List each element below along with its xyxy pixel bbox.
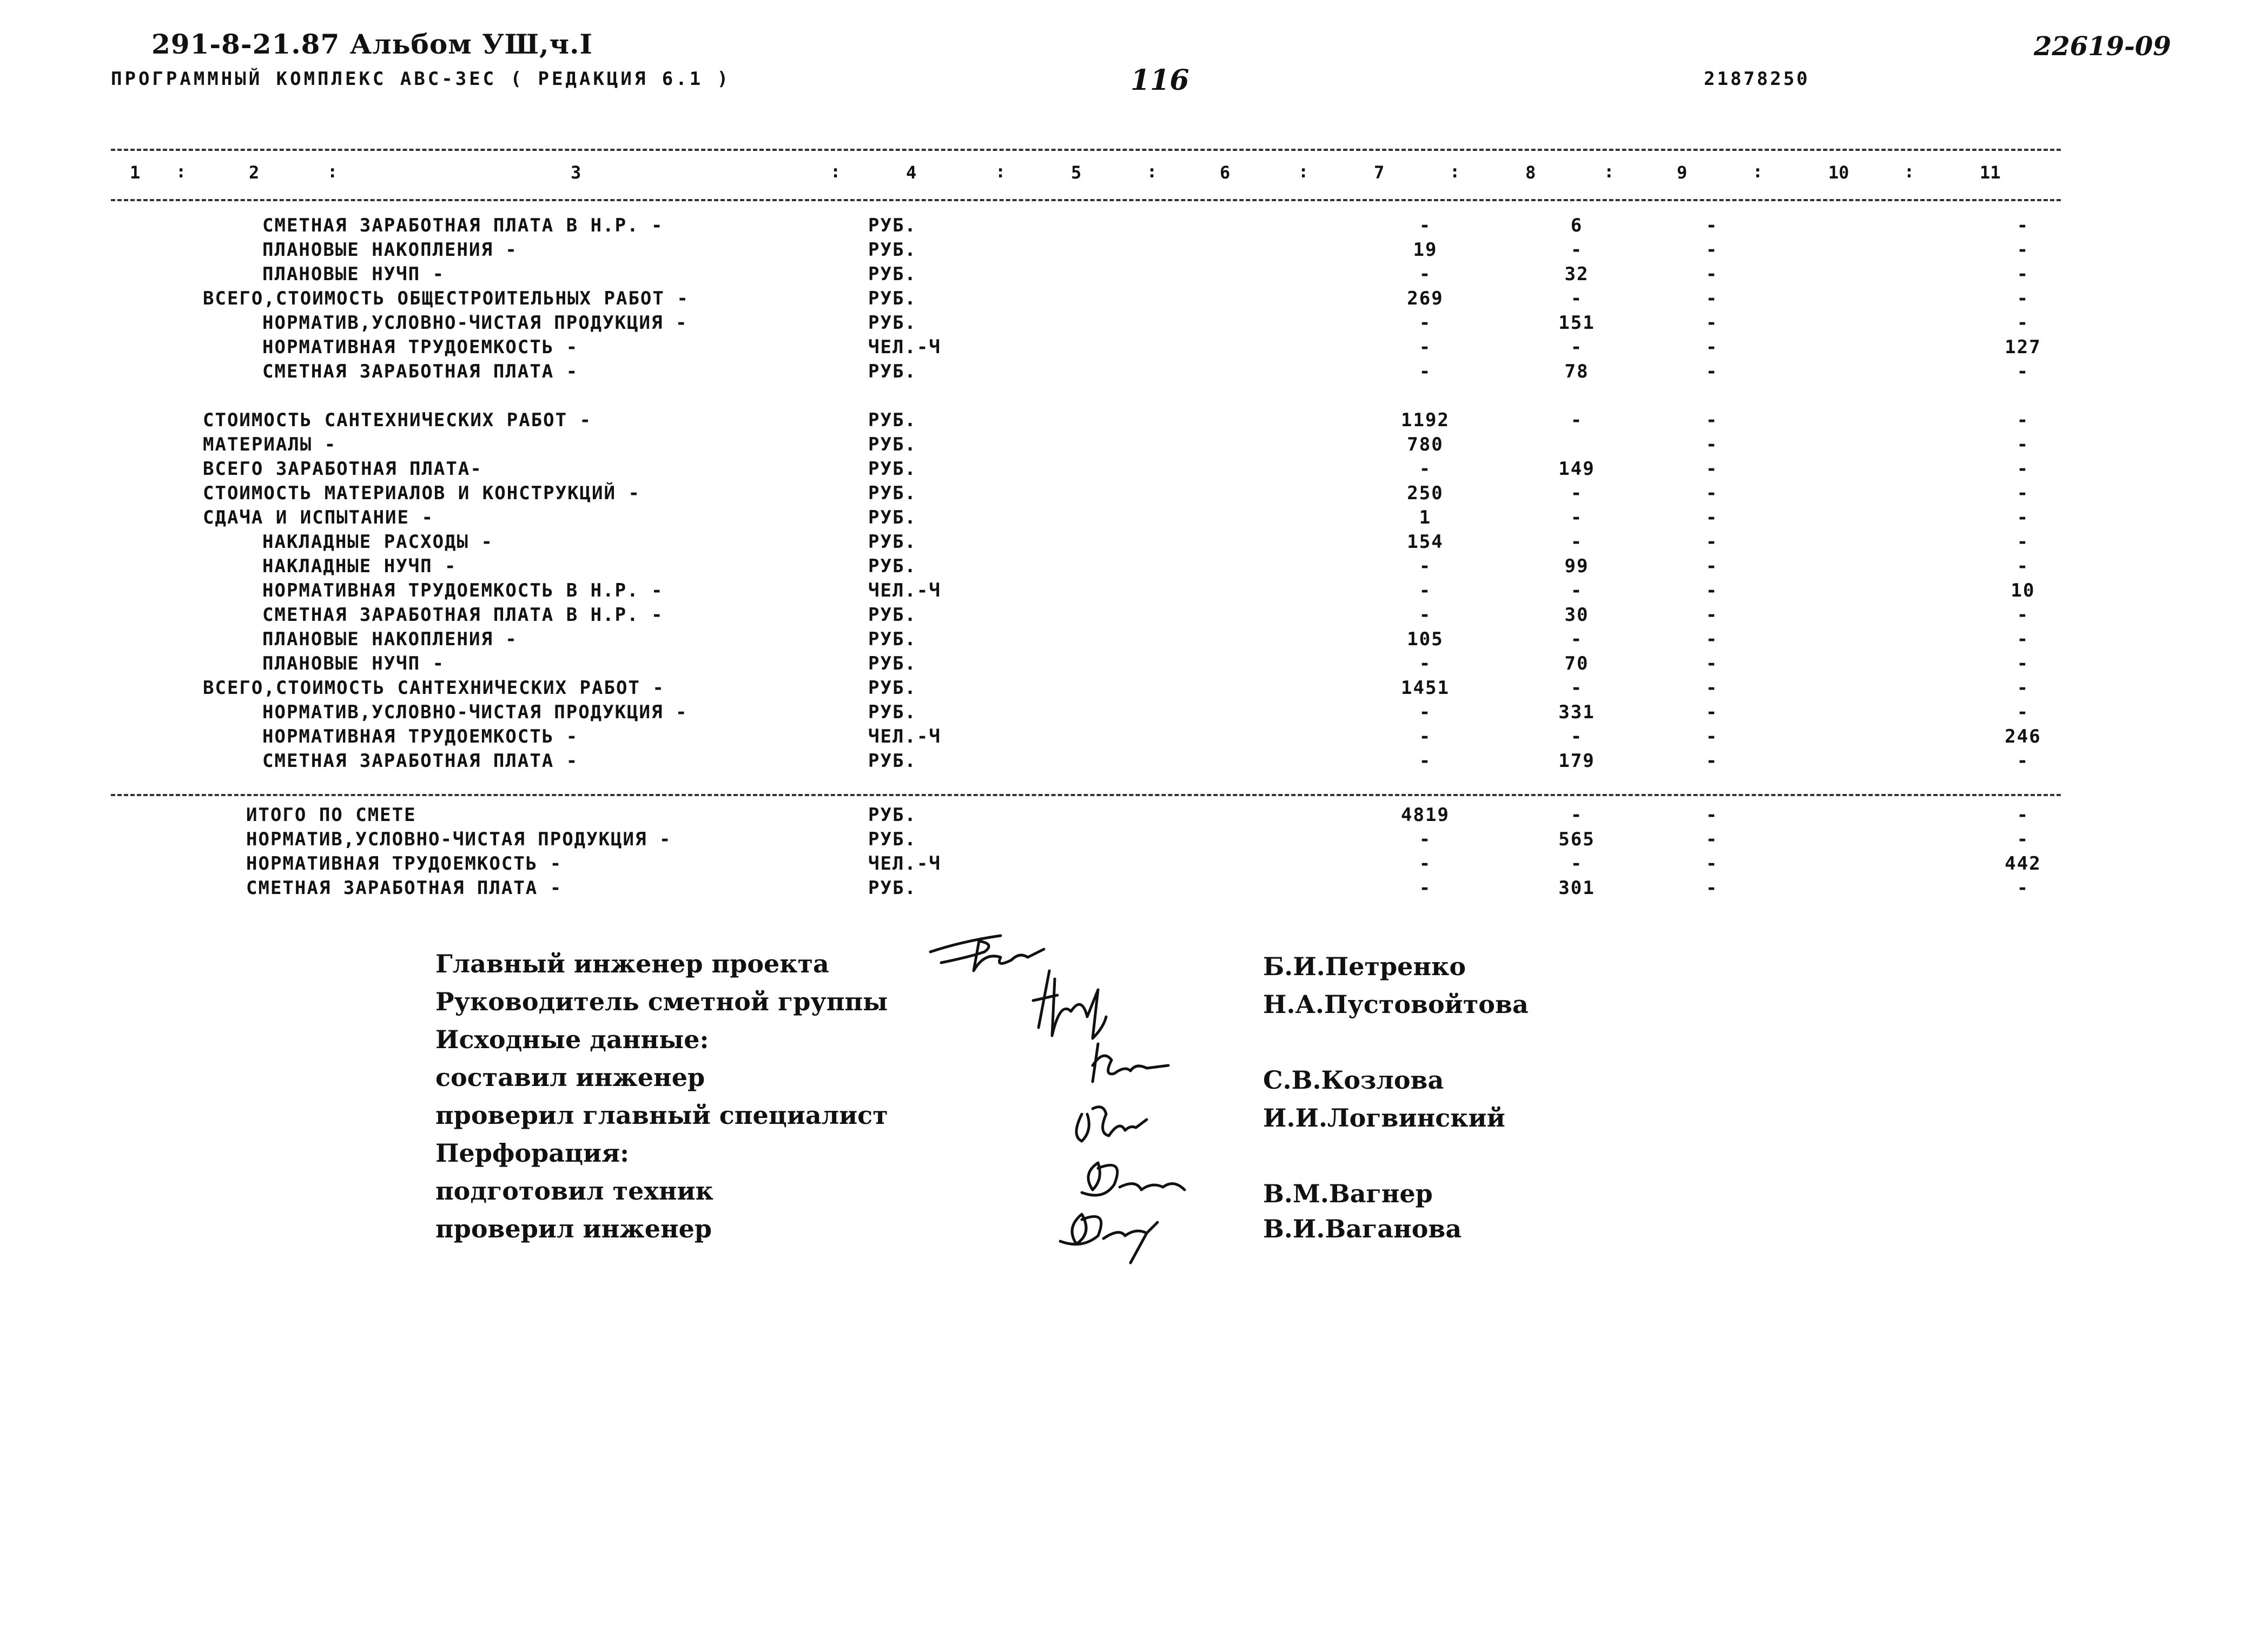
cell-col-8: 565 (1558, 829, 1595, 850)
cell-col-8: - (1570, 726, 1583, 747)
column-header: 2 (249, 162, 260, 183)
cell-col-8: - (1570, 336, 1583, 358)
table-row (0, 530, 2268, 554)
cell-col-11: - (2016, 239, 2029, 261)
row-unit: РУБ. (868, 288, 917, 309)
row-description: НАКЛАДНЫЕ НУЧП - (262, 555, 457, 577)
row-description: ВСЕГО,СТОИМОСТЬ САНТЕХНИЧЕСКИХ РАБОТ - (203, 677, 665, 699)
cell-col-7: - (1419, 361, 1432, 382)
cell-col-7: - (1419, 726, 1432, 747)
cell-col-9: - (1705, 263, 1718, 285)
column-header: 7 (1374, 162, 1385, 183)
table-row (0, 262, 2268, 286)
row-description: ИТОГО ПО СМЕТЕ (246, 804, 416, 826)
row-description: СМЕТНАЯ ЗАРАБОТНАЯ ПЛАТА - (246, 877, 563, 899)
row-description: СМЕТНАЯ ЗАРАБОТНАЯ ПЛАТА - (262, 361, 579, 382)
table-header-rule (111, 199, 2061, 201)
cell-col-11: - (2016, 628, 2029, 650)
cell-col-9: - (1705, 434, 1718, 455)
cell-col-9: - (1705, 531, 1718, 553)
table-row (0, 408, 2268, 432)
column-header: 5 (1071, 162, 1082, 183)
column-header: 6 (1220, 162, 1231, 183)
cell-col-8: 151 (1558, 312, 1595, 334)
row-unit: РУБ. (868, 482, 917, 504)
cell-col-7: - (1419, 458, 1432, 480)
table-total-rule (111, 794, 2061, 796)
row-description: НАКЛАДНЫЕ РАСХОДЫ - (262, 531, 493, 553)
role-label: проверил главный специалист (435, 1101, 888, 1130)
cell-col-8: 30 (1564, 604, 1589, 626)
cell-col-7: - (1419, 604, 1432, 626)
role-label: Главный инженер проекта (435, 949, 829, 978)
cell-col-8: - (1570, 580, 1583, 601)
cell-col-8: 6 (1570, 215, 1583, 236)
cell-col-9: - (1705, 701, 1718, 723)
cell-col-9: - (1705, 677, 1718, 699)
document-code: 21878250 (1704, 68, 1810, 90)
row-unit: РУБ. (868, 604, 917, 626)
cell-col-7: - (1419, 853, 1432, 875)
table-row (0, 652, 2268, 676)
cell-col-11: - (2016, 507, 2029, 528)
row-description: ПЛАНОВЫЕ НАКОПЛЕНИЯ - (262, 628, 518, 650)
row-description: НОРМАТИВ,УСЛОВНО-ЧИСТАЯ ПРОДУКЦИЯ - (262, 312, 688, 334)
cell-col-11: - (2016, 482, 2029, 504)
column-separator: : (995, 161, 1006, 182)
table-row (0, 457, 2268, 481)
row-unit: РУБ. (868, 677, 917, 699)
cell-col-8: - (1570, 482, 1583, 504)
table-row (0, 238, 2268, 262)
cell-col-11: - (2016, 604, 2029, 626)
table-row (0, 481, 2268, 505)
row-description: СМЕТНАЯ ЗАРАБОТНАЯ ПЛАТА В Н.Р. - (262, 604, 664, 626)
row-unit: ЧЕЛ.-Ч (868, 726, 941, 747)
column-header: 11 (1980, 162, 2001, 183)
cell-col-7: - (1419, 750, 1432, 772)
row-description: СТОИМОСТЬ МАТЕРИАЛОВ И КОНСТРУКЦИЙ - (203, 482, 640, 504)
cell-col-8: - (1570, 409, 1583, 431)
row-unit: РУБ. (868, 361, 917, 382)
signature-chief-engineer (930, 936, 1044, 971)
cell-col-11: - (2016, 263, 2029, 285)
row-unit: ЧЕЛ.-Ч (868, 336, 941, 358)
table-row (0, 700, 2268, 724)
cell-col-8: - (1570, 531, 1583, 553)
cell-col-9: - (1705, 580, 1718, 601)
row-description: СТОИМОСТЬ САНТЕХНИЧЕСКИХ РАБОТ - (203, 409, 592, 431)
cell-col-9: - (1705, 726, 1718, 747)
cell-col-7: 1451 (1401, 677, 1450, 699)
cell-col-7: 19 (1413, 239, 1438, 261)
album-title: 291-8-21.87 Альбом УШ,ч.I (151, 28, 593, 60)
row-unit: РУБ. (868, 804, 917, 826)
row-unit: РУБ. (868, 458, 917, 480)
cell-col-8: - (1570, 507, 1583, 528)
signatory-name: В.М.Вагнер (1263, 1179, 1433, 1208)
cell-col-9: - (1705, 482, 1718, 504)
cell-col-8: - (1570, 288, 1583, 309)
cell-col-8: - (1570, 804, 1583, 826)
cell-col-7: 105 (1407, 628, 1444, 650)
cell-col-7: 4819 (1401, 804, 1450, 826)
signature-engineer (1060, 1214, 1158, 1263)
row-unit: РУБ. (868, 877, 917, 899)
cell-col-9: - (1705, 215, 1718, 236)
row-unit: РУБ. (868, 531, 917, 553)
cell-col-7: 1 (1419, 507, 1432, 528)
table-top-rule (111, 149, 2061, 151)
table-row (0, 852, 2268, 876)
table-row (0, 603, 2268, 627)
cell-col-8: - (1570, 628, 1583, 650)
cell-col-11: - (2016, 312, 2029, 334)
table-row (0, 803, 2268, 827)
cell-col-8: - (1570, 853, 1583, 875)
role-label: проверил инженер (435, 1214, 712, 1243)
role-label: Руководитель сметной группы (435, 987, 888, 1016)
cell-col-8: 149 (1558, 458, 1595, 480)
cell-col-9: - (1705, 829, 1718, 850)
column-header: 1 (130, 162, 141, 183)
cell-col-7: - (1419, 336, 1432, 358)
column-separator: : (1604, 161, 1615, 182)
signature-group-head (1033, 971, 1106, 1038)
row-description: ВСЕГО ЗАРАБОТНАЯ ПЛАТА- (203, 458, 482, 480)
cell-col-8: 301 (1558, 877, 1595, 899)
handwritten-signatures (920, 919, 1222, 1266)
cell-col-7: - (1419, 653, 1432, 674)
table-row (0, 287, 2268, 310)
cell-col-7: - (1419, 263, 1432, 285)
table-row (0, 433, 2268, 456)
cell-col-11: - (2016, 653, 2029, 674)
cell-col-8: 32 (1564, 263, 1589, 285)
cell-col-7: 780 (1407, 434, 1444, 455)
cell-col-7: - (1419, 829, 1432, 850)
cell-col-7: - (1419, 580, 1432, 601)
signatory-name: Б.И.Петренко (1263, 952, 1466, 981)
row-description: НОРМАТИВНАЯ ТРУДОЕМКОСТЬ В Н.Р. - (262, 580, 664, 601)
row-unit: РУБ. (868, 215, 917, 236)
signatory-name: И.И.Логвинский (1263, 1103, 1505, 1133)
cell-col-8: 70 (1564, 653, 1589, 674)
table-row (0, 627, 2268, 651)
row-unit: РУБ. (868, 555, 917, 577)
column-separator: : (1904, 161, 1915, 182)
role-label: Исходные данные: (435, 1025, 709, 1054)
cell-col-9: - (1705, 507, 1718, 528)
row-description: СДАЧА И ИСПЫТАНИЕ - (203, 507, 434, 528)
row-unit: РУБ. (868, 409, 917, 431)
cell-col-11: - (2016, 877, 2029, 899)
signatory-name: С.В.Козлова (1263, 1065, 1444, 1095)
table-row (0, 725, 2268, 749)
cell-col-9: - (1705, 361, 1718, 382)
table-row (0, 579, 2268, 602)
column-separator: : (830, 161, 841, 182)
row-description: ВСЕГО,СТОИМОСТЬ ОБЩЕСТРОИТЕЛЬНЫХ РАБОТ - (203, 288, 689, 309)
signatory-name: Н.А.Пустовойтова (1263, 990, 1529, 1019)
signature-compiler (1093, 1044, 1168, 1082)
row-description: МАТЕРИАЛЫ - (203, 434, 337, 455)
cell-col-9: - (1705, 804, 1718, 826)
row-unit: ЧЕЛ.-Ч (868, 580, 941, 601)
cell-col-8: - (1570, 239, 1583, 261)
column-separator: : (1450, 161, 1460, 182)
table-row (0, 360, 2268, 383)
cell-col-11: 10 (2011, 580, 2035, 601)
cell-col-11: - (2016, 531, 2029, 553)
column-separator: : (1753, 161, 1763, 182)
cell-col-8: - (1570, 677, 1583, 699)
table-row (0, 827, 2268, 851)
cell-col-8: 331 (1558, 701, 1595, 723)
row-description: НОРМАТИВ,УСЛОВНО-ЧИСТАЯ ПРОДУКЦИЯ - (246, 829, 672, 850)
cell-col-11: - (2016, 215, 2029, 236)
cell-col-11: - (2016, 409, 2029, 431)
row-description: НОРМАТИВ,УСЛОВНО-ЧИСТАЯ ПРОДУКЦИЯ - (262, 701, 688, 723)
row-description: ПЛАНОВЫЕ НУЧП - (262, 653, 445, 674)
cell-col-9: - (1705, 288, 1718, 309)
row-unit: ЧЕЛ.-Ч (868, 853, 941, 875)
table-row (0, 876, 2268, 900)
row-description: НОРМАТИВНАЯ ТРУДОЕМКОСТЬ - (246, 853, 563, 875)
table-row (0, 749, 2268, 773)
cell-col-9: - (1705, 239, 1718, 261)
cell-col-11: - (2016, 555, 2029, 577)
column-separator: : (1298, 161, 1309, 182)
table-row (0, 311, 2268, 335)
row-unit: РУБ. (868, 263, 917, 285)
cell-col-7: - (1419, 215, 1432, 236)
cell-col-9: - (1705, 409, 1718, 431)
row-unit: РУБ. (868, 312, 917, 334)
cell-col-9: - (1705, 312, 1718, 334)
cell-col-11: 127 (2005, 336, 2041, 358)
cell-col-9: - (1705, 458, 1718, 480)
row-description: НОРМАТИВНАЯ ТРУДОЕМКОСТЬ - (262, 726, 579, 747)
table-row (0, 214, 2268, 237)
row-unit: РУБ. (868, 750, 917, 772)
stamp-number: 22619-09 (2034, 31, 2171, 62)
row-description: НОРМАТИВНАЯ ТРУДОЕМКОСТЬ - (262, 336, 579, 358)
cell-col-7: - (1419, 555, 1432, 577)
row-unit: РУБ. (868, 628, 917, 650)
cell-col-11: - (2016, 804, 2029, 826)
cell-col-11: - (2016, 677, 2029, 699)
table-row (0, 335, 2268, 359)
cell-col-11: - (2016, 361, 2029, 382)
cell-col-11: - (2016, 829, 2029, 850)
cell-col-7: - (1419, 877, 1432, 899)
cell-col-7: 154 (1407, 531, 1444, 553)
cell-col-9: - (1705, 604, 1718, 626)
cell-col-8: 78 (1564, 361, 1589, 382)
cell-col-7: - (1419, 312, 1432, 334)
role-label: составил инженер (435, 1063, 705, 1092)
cell-col-9: - (1705, 750, 1718, 772)
cell-col-9: - (1705, 336, 1718, 358)
cell-col-7: 1192 (1401, 409, 1450, 431)
cell-col-7: 250 (1407, 482, 1444, 504)
cell-col-9: - (1705, 555, 1718, 577)
row-description: ПЛАНОВЫЕ НАКОПЛЕНИЯ - (262, 239, 518, 261)
cell-col-7: 269 (1407, 288, 1444, 309)
signatory-name: В.И.Ваганова (1263, 1214, 1462, 1243)
cell-col-9: - (1705, 628, 1718, 650)
program-line: ПРОГРАММНЫЙ КОМПЛЕКС АВС-3ЕС ( РЕДАКЦИЯ 6.1 ) (111, 68, 731, 90)
row-unit: РУБ. (868, 434, 917, 455)
page-number: 116 (1130, 64, 1189, 97)
row-unit: РУБ. (868, 507, 917, 528)
cell-col-11: - (2016, 288, 2029, 309)
column-separator: : (1147, 161, 1158, 182)
cell-col-9: - (1705, 853, 1718, 875)
cell-col-8: 99 (1564, 555, 1589, 577)
column-header: 8 (1525, 162, 1536, 183)
column-header: 10 (1828, 162, 1849, 183)
row-description: СМЕТНАЯ ЗАРАБОТНАЯ ПЛАТА - (262, 750, 579, 772)
cell-col-11: - (2016, 434, 2029, 455)
cell-col-9: - (1705, 653, 1718, 674)
row-unit: РУБ. (868, 239, 917, 261)
signature-technician (1082, 1163, 1185, 1195)
column-separator: : (176, 161, 187, 182)
cell-col-11: 246 (2005, 726, 2041, 747)
column-separator: : (327, 161, 338, 182)
signature-checker (1076, 1107, 1147, 1141)
row-description: ПЛАНОВЫЕ НУЧП - (262, 263, 445, 285)
role-label: подготовил техник (435, 1176, 713, 1206)
column-header: 3 (571, 162, 581, 183)
cell-col-11: - (2016, 458, 2029, 480)
cell-col-7: - (1419, 701, 1432, 723)
row-unit: РУБ. (868, 653, 917, 674)
column-header: 9 (1677, 162, 1688, 183)
cell-col-9: - (1705, 877, 1718, 899)
table-row (0, 506, 2268, 529)
row-unit: РУБ. (868, 829, 917, 850)
column-header: 4 (906, 162, 917, 183)
table-row (0, 676, 2268, 700)
cell-col-11: 442 (2005, 853, 2041, 875)
role-label: Перфорация: (435, 1138, 630, 1168)
row-description: СМЕТНАЯ ЗАРАБОТНАЯ ПЛАТА В Н.Р. - (262, 215, 664, 236)
row-unit: РУБ. (868, 701, 917, 723)
cell-col-8: 179 (1558, 750, 1595, 772)
table-row (0, 554, 2268, 578)
cell-col-11: - (2016, 701, 2029, 723)
cell-col-11: - (2016, 750, 2029, 772)
